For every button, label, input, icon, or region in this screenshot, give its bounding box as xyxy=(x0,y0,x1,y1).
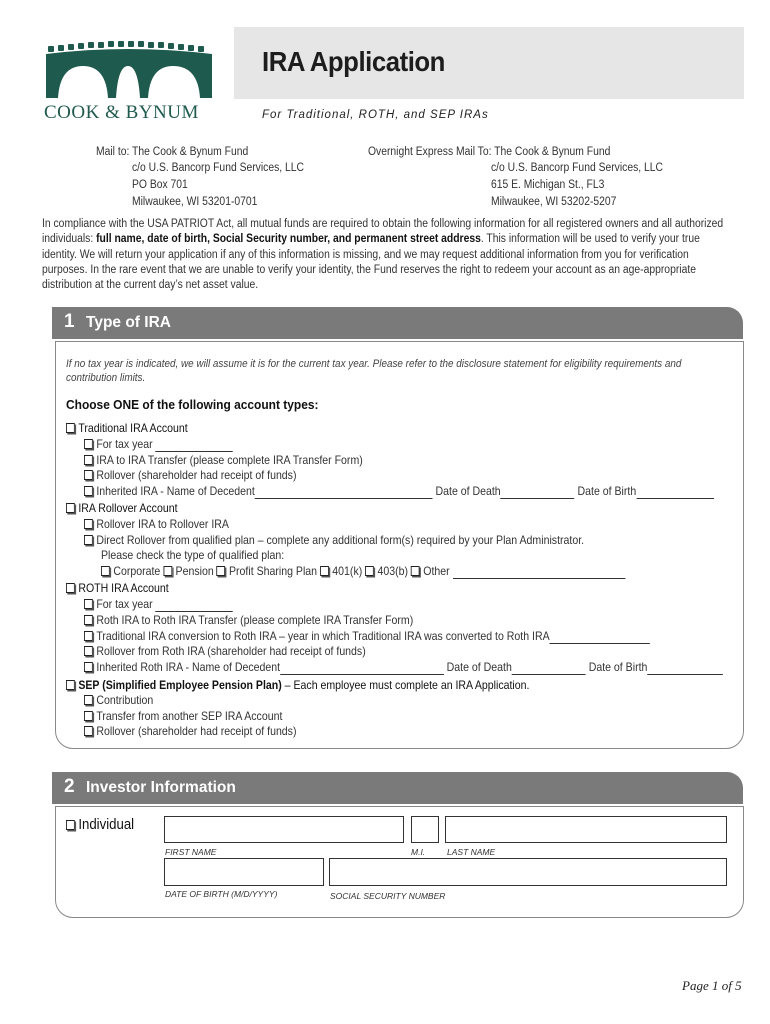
sep-contribution-option[interactable] xyxy=(84,692,153,708)
rollover-to-rollover-option[interactable] xyxy=(84,516,229,532)
middle-initial-input[interactable] xyxy=(411,816,439,843)
section-1-header xyxy=(52,307,743,339)
traditional-ira-checkbox[interactable] xyxy=(66,423,75,433)
option-label: For tax year xyxy=(96,597,153,611)
option-label: Rollover (shareholder had receipt of funds) xyxy=(96,724,297,738)
ssn-input[interactable] xyxy=(329,858,727,886)
checkbox[interactable] xyxy=(84,726,93,736)
corporate-checkbox[interactable] xyxy=(101,566,110,576)
logo-wordmark: COOK & BYNUM xyxy=(44,102,199,123)
section-2-number: 2 xyxy=(64,776,75,797)
plan-label: 403(b) xyxy=(377,564,409,578)
checkbox[interactable] xyxy=(84,439,93,449)
notice-required-info: full name, date of birth, Social Security number, and permanent street address xyxy=(96,233,481,246)
section-1-title: Type of IRA xyxy=(86,314,171,331)
individual-option[interactable] xyxy=(66,816,134,834)
checkbox[interactable] xyxy=(84,519,93,529)
traditional-ira-option[interactable] xyxy=(66,420,188,436)
section-2-title: Investor Information xyxy=(86,779,236,796)
sep-rollover-option[interactable] xyxy=(84,723,296,739)
page-number: Page 1 of 5 xyxy=(682,978,742,993)
roth-tax-year-option[interactable] xyxy=(84,596,233,612)
section-2-header xyxy=(52,772,743,804)
patriot-act-notice xyxy=(42,217,726,293)
choose-account-heading: Choose ONE of the following account types: xyxy=(66,397,319,412)
option-label: Inherited IRA - Name of Decedent xyxy=(96,484,255,498)
option-label: Traditional IRA conversion to Roth IRA – year in which Traditional IRA was converted to Roth IRA xyxy=(96,629,550,643)
checkbox[interactable] xyxy=(84,695,93,705)
date-of-death-field[interactable] xyxy=(501,488,575,499)
page-subtitle: For Traditional, ROTH, and SEP IRAs xyxy=(262,109,489,121)
403b-checkbox[interactable] xyxy=(365,566,374,576)
notice-text-end: . This information will be used to verify your true identity. We will return your application if any of this information is missing, and we may request additional information from you for verification purposes. In the rare event that we are unable to verify your identity, the Fund reserves the right to redeem your account as an age-appropriate distribution at the current day’s net asset value. xyxy=(42,233,700,292)
checkbox[interactable] xyxy=(84,615,93,625)
checkbox[interactable] xyxy=(84,599,93,609)
date-of-death-field[interactable] xyxy=(512,664,586,675)
tax-year-field[interactable] xyxy=(156,601,233,612)
roth-ira-checkbox[interactable] xyxy=(66,583,75,593)
last-name-input[interactable] xyxy=(445,816,727,843)
mail-address-line-1: Mail to: The Cook & Bynum Fund xyxy=(96,146,249,158)
sep-instruction: – Each employee must complete an IRA Application. xyxy=(281,678,530,692)
overnight-address-line-3: 615 E. Michigan St., FL3 xyxy=(491,179,605,191)
plan-label: 401(k) xyxy=(332,564,363,578)
decedent-name-field[interactable] xyxy=(255,488,433,499)
roth-conversion-option[interactable] xyxy=(84,628,650,644)
tax-year-note: If no tax year is indicated, we will assume it is for the current tax year. Please refer to the disclosure statement for eligibility requirements and contribution limits. xyxy=(66,358,682,384)
checkbox[interactable] xyxy=(84,711,93,721)
traditional-ira-label: Traditional IRA Account xyxy=(78,421,188,435)
option-label: Contribution xyxy=(96,693,154,707)
overnight-address-line-4: Milwaukee, WI 53202-5207 xyxy=(491,196,617,208)
roth-rollover-option[interactable] xyxy=(84,643,366,659)
ira-transfer-option[interactable] xyxy=(84,452,363,468)
traditional-tax-year-option[interactable] xyxy=(84,436,233,452)
page-title: IRA Application xyxy=(262,46,445,77)
plan-label: Profit Sharing Plan xyxy=(228,564,318,578)
mail-address-line-4: Milwaukee, WI 53201-0701 xyxy=(132,196,258,208)
option-label: Inherited Roth IRA - Name of Decedent xyxy=(96,660,281,674)
date-of-birth-label: DATE OF BIRTH (M/D/YYYY) xyxy=(165,889,278,899)
decedent-name-field[interactable] xyxy=(280,664,444,675)
mail-address-line-3: PO Box 701 xyxy=(132,179,188,191)
date-of-birth-input[interactable] xyxy=(164,858,324,886)
checkbox[interactable] xyxy=(84,662,93,672)
inherited-roth-option[interactable] xyxy=(84,659,723,675)
date-of-birth-label: Date of Birth xyxy=(588,660,648,674)
option-label: For tax year xyxy=(96,437,153,451)
date-of-birth-label: Date of Birth xyxy=(577,484,637,498)
date-of-birth-field[interactable] xyxy=(636,488,713,499)
plan-label: Pension xyxy=(175,564,214,578)
date-of-birth-field[interactable] xyxy=(647,664,723,675)
option-label: IRA to IRA Transfer (please complete IRA Transfer Form) xyxy=(96,453,363,467)
sep-transfer-option[interactable] xyxy=(84,708,282,724)
conversion-year-field[interactable] xyxy=(550,633,650,644)
sep-label: SEP (Simplified Employee Pension Plan) xyxy=(78,678,282,692)
pension-checkbox[interactable] xyxy=(163,566,172,576)
option-label: Transfer from another SEP IRA Account xyxy=(96,709,283,723)
section-1-number: 1 xyxy=(64,311,75,332)
option-label: Rollover (shareholder had receipt of funds) xyxy=(96,468,297,482)
middle-initial-label: M.I. xyxy=(411,847,426,857)
checkbox[interactable] xyxy=(84,631,93,641)
profit-sharing-checkbox[interactable] xyxy=(217,566,226,576)
date-of-death-label: Date of Death xyxy=(435,484,501,498)
option-label: Roth IRA to Roth IRA Transfer (please complete IRA Transfer Form) xyxy=(96,613,414,627)
sep-checkbox[interactable] xyxy=(66,680,75,690)
sep-ira-option[interactable] xyxy=(66,677,529,693)
mail-address-line-2: c/o U.S. Bancorp Fund Services, LLC xyxy=(132,162,305,174)
ssn-label: SOCIAL SECURITY NUMBER xyxy=(330,891,446,901)
checkbox[interactable] xyxy=(84,470,93,480)
ira-rollover-label: IRA Rollover Account xyxy=(78,501,178,515)
checkbox[interactable] xyxy=(84,455,93,465)
traditional-rollover-option[interactable] xyxy=(84,467,296,483)
checkbox[interactable] xyxy=(84,535,93,545)
individual-checkbox[interactable] xyxy=(66,820,75,830)
plan-type-instruction: Please check the type of qualified plan: xyxy=(101,548,285,562)
roth-ira-label: ROTH IRA Account xyxy=(78,581,169,595)
notice-text-start: In compliance with the USA PATRIOT Act, all mutual funds are required to obtain the following information for all registered owners and all authorized individuals: xyxy=(42,218,724,246)
option-label: Direct Rollover from qualified plan – complete any additional form(s) required by your Plan Administrator. xyxy=(96,533,585,547)
401k-checkbox[interactable] xyxy=(320,566,329,576)
ira-rollover-option[interactable] xyxy=(66,500,178,516)
overnight-address-line-1: Overnight Express Mail To: The Cook & Bynum Fund xyxy=(368,146,611,158)
direct-rollover-option[interactable] xyxy=(84,532,584,548)
first-name-input[interactable] xyxy=(164,816,404,843)
other-plan-checkbox[interactable] xyxy=(411,566,420,576)
roth-ira-option[interactable] xyxy=(66,580,169,596)
option-label: Rollover IRA to Rollover IRA xyxy=(96,517,229,531)
individual-label: Individual xyxy=(78,816,135,833)
option-label: Rollover from Roth IRA (shareholder had receipt of funds) xyxy=(96,644,366,658)
plan-type-options xyxy=(101,563,625,579)
plan-label: Corporate xyxy=(113,564,161,578)
checkbox[interactable] xyxy=(84,646,93,656)
last-name-label: LAST NAME xyxy=(447,847,496,857)
first-name-label: FIRST NAME xyxy=(165,847,217,857)
overnight-address-line-2: c/o U.S. Bancorp Fund Services, LLC xyxy=(491,162,664,174)
checkbox[interactable] xyxy=(84,486,93,496)
other-plan-field[interactable] xyxy=(453,568,625,579)
date-of-death-label: Date of Death xyxy=(446,660,512,674)
inherited-ira-option[interactable] xyxy=(84,483,714,499)
plan-label: Other xyxy=(423,564,450,578)
roth-transfer-option[interactable] xyxy=(84,612,413,628)
tax-year-field[interactable] xyxy=(156,441,233,452)
ira-rollover-checkbox[interactable] xyxy=(66,503,75,513)
